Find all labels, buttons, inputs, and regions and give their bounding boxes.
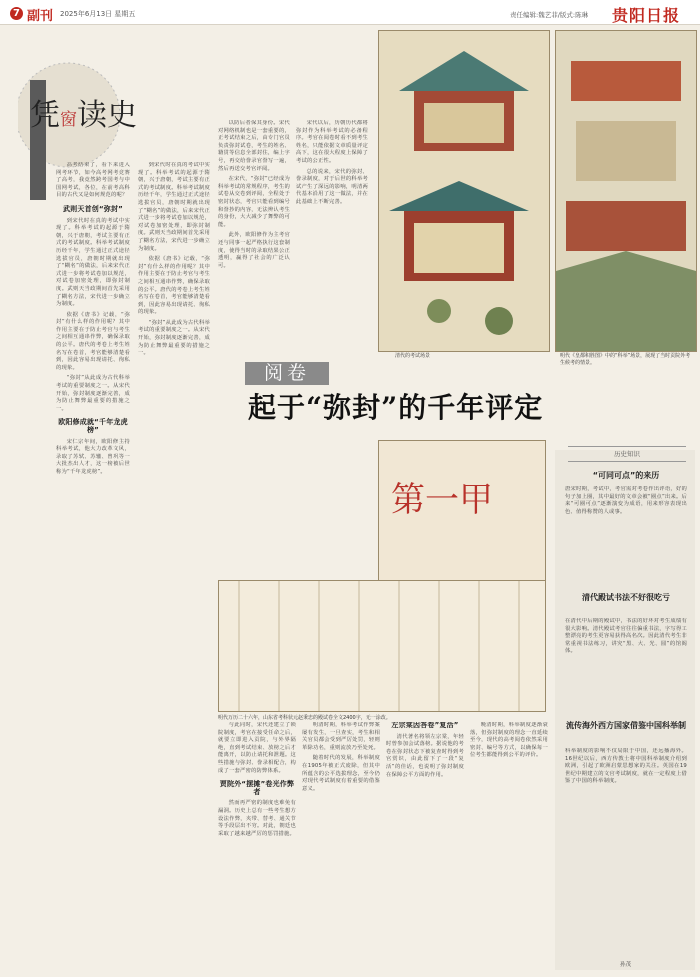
sidebar-title-2: 清代殿试书法不好很吃亏 bbox=[582, 593, 670, 602]
left2-para-3: “弥封”从此成为古代科举考试的重要制度之一。从宋代开始，弥封制度逐渐完善，成为防止舞弊最重要的措施之一。 bbox=[138, 319, 210, 357]
section-tag: 阅卷 bbox=[245, 362, 329, 385]
exam-hall-illustration bbox=[556, 31, 696, 351]
svg-text:第一甲: 第一甲 bbox=[391, 480, 493, 520]
mid-column-2 bbox=[296, 120, 368, 348]
painting-exam-hall bbox=[555, 30, 697, 352]
lower-para-5: 清代著名将领左宗棠，年轻时曾参加会试落榜。据说他的考卷在弥封状态下被复查时得到考官赏识，由此留下了一段“复活”的佳话，也说明了弥封制度在保障公平方面的作用。 bbox=[386, 733, 464, 778]
exam-paper-illustration bbox=[379, 441, 545, 581]
left-para-5: 宋仁宗年间，欧阳修主持科举考试，他大力改革文风，录取了苏轼、苏辙、曾巩等一大批杰出人才，这一榜被后世称为“千年龙虎榜”。 bbox=[56, 438, 130, 475]
lower-para-4: 随着时代的发展，科举制度在1905年被正式废除，但其中所蕴含的公平选拔理念，至今仍对现代考试制度有着重要的借鉴意义。 bbox=[302, 755, 380, 792]
page-number: 7 bbox=[10, 7, 23, 20]
left-para-1: 高考结束了，看下来进入网考环节，如今高考网考竞赛了高考，我竟然跨考国考与中国网考试，各位，在前考高科目的古代又是如何规范的呢？ bbox=[56, 162, 130, 199]
exam-scroll-image bbox=[218, 580, 546, 712]
exam-paper-image bbox=[378, 440, 546, 582]
lower-para-6: 晚清时期，科举制度逐渐衰落，但弥封制度的理念一直延续至今，现代的高考阅卷依然采用密封、编号等方式，以确保每一位考生都能得到公平的评价。 bbox=[470, 722, 548, 759]
left-para-2: 到宋代时在真的考试中实现了。科举考试的起源于隋朝，兴于唐朝，考试主要有正式的考试制度。科举考试制度历经千年，学生通过正式途径选拔官员，唐朝时期就出现了“糊名”的做法，后来宋代正式进一步将考试卷加以规范，对试卷加密处理，即弥封制度。武则天当政期间首先采用了糊名方法，宋代进一步确立为制度。 bbox=[56, 217, 130, 308]
lower-para-1: 与此同时，宋代还建立了锁院制度，考官在接受任命之后，就要立即进入贡院，与外界隔绝，直到考试结束、放榜之后才能离开，以防止请托和泄题。这些措施与弥封、誊录相配合，构成了一套严密的防弊体系。 bbox=[218, 722, 296, 774]
sidebar-heading: 历史知识 bbox=[568, 446, 686, 462]
lower-column-2 bbox=[302, 722, 380, 972]
mid2-para-2: 总的说来，宋代的弥封、誊录制度，对于后世的科举考试产生了深远的影响，明清两代基本沿用了这一做法，并在此基础上不断完善。 bbox=[296, 168, 368, 205]
painting-palace-scene bbox=[378, 30, 550, 352]
left-para-4: “弥封”从此成为古代科举考试的重要制度之一。从宋代开始，弥封制度逐渐完善，成为防止舞弊最重要的措施之一。 bbox=[56, 375, 130, 412]
mid-para-3: 此外，欧阳修作为主考官还与同事一起严格执行这套制度，使得当时的录取结果公正透明，赢得了社会的广泛认可。 bbox=[218, 232, 290, 269]
left-para-3: 依据《唐书》记载，“弥封”有什么样的作用呢？其中作用主要在于防止考官与考生之间相互通串作弊，确保录取的公平。唐代的考卷上考生姓名写在卷首，考官能够清楚看到，因此容易出现请托、徇私的现象。 bbox=[56, 311, 130, 371]
mid-column-1 bbox=[218, 120, 290, 348]
exam-scroll-illustration bbox=[219, 581, 545, 711]
left-subhead-2: 欧阳修成就“千年龙虎榜” bbox=[58, 418, 128, 434]
left-column-2 bbox=[138, 162, 210, 862]
mid2-para-1: 宋代以后，历朝历代都将弥封作为科举考试的必备程序。考官在阅卷时看不到考生姓名，只能依据文章质量评定高下，这在很大程度上保障了考试的公正性。 bbox=[296, 120, 368, 164]
sidebar-title-3: 流传海外西方国家借鉴中国科举制 bbox=[566, 721, 686, 730]
page-header bbox=[0, 0, 700, 25]
author-name: 孙茂 bbox=[620, 962, 632, 968]
lower-column-4 bbox=[470, 722, 548, 972]
issue-date: 2025年6月13日 星期五 bbox=[60, 10, 136, 18]
lower-para-2: 然而再严密的制度也难免有漏洞。历史上总有一些考生想方设法作弊，夹带、替考、通关节等手段层出不穷。对此，朝廷也采取了越来越严厉的惩罚措施。 bbox=[218, 800, 296, 837]
left2-para-2: 依据《唐书》记载，“弥封”有什么样的作用呢？其中作用主要在于防止考官与考生之间相互通串作弊，确保录取的公平。唐代的考卷上考生姓名写在卷首，考官能够清楚看到，因此容易出现请托、徇私的现象。 bbox=[138, 256, 210, 316]
editor-credits: 责任编辑:魏艺菲/版式:陈琳 bbox=[510, 11, 589, 19]
lower-para-3: 明清时期，科举考试作弊案屡有发生，一旦查实，考生和相关官员都会受到严厉处罚，轻则革除功名，重则流放乃至处死。 bbox=[302, 722, 380, 751]
column-brand bbox=[30, 90, 137, 134]
sidebar-para-1: 唐宋时期，考试中，考官需对考卷作出评语，好的句子加上圈，其中最好的文章会被“圈点”出来。后来“可圈可点”逐渐演变为成语，用来形容表现出色、值得称赞的人或事。 bbox=[565, 486, 687, 515]
brand-left: 凭 bbox=[30, 98, 60, 133]
newspaper-logo: 贵阳日报 bbox=[612, 6, 681, 25]
lower-subhead-1: 贾院外“摆摊”卷光作弊者 bbox=[219, 780, 295, 796]
left-subhead-1: 武则天首创“弥封” bbox=[62, 204, 123, 213]
caption-palace: 清代的考试场景 bbox=[395, 353, 431, 359]
lower-column-1 bbox=[218, 722, 296, 972]
section-title: 副刊 bbox=[27, 9, 54, 24]
sidebar-title-1: “可同可点”的来历 bbox=[592, 471, 660, 480]
palace-illustration bbox=[379, 31, 549, 351]
main-headline: 起于“弥封”的千年评定 bbox=[248, 391, 544, 424]
sidebar-para-2: 在清代中后期的殿试中，书法的好坏对考生成绩有很大影响。清代殿试考官往往偏重书法，字写得工整漂亮的考生更容易获得高名次。因此清代考生非常重视书法练习，讲究“黑、大、光、圆”的馆阁体。 bbox=[565, 618, 687, 655]
caption-exam-scroll: 明代万历二十六年，山东省考科状元赵秉忠的殿试卷全文2400字，无一涂改。 bbox=[218, 715, 391, 721]
left-column-1 bbox=[56, 162, 130, 962]
mid-para-2: 在宋代，“弥封”已经成为科举考试的常规程序，考生的试卷从交卷到评阅，全程处于密封状态，考官只能看到编号和誊抄的内容，无法辨认考生的身份，大大减少了舞弊的可能。 bbox=[218, 176, 290, 228]
lower-subhead-2: 左宗棠因答卷”复活” bbox=[391, 722, 459, 729]
left2-para-1: 到宋代时在真的考试中实现了。科举考试的起源于隋朝，兴于唐朝，考试主要有正式的考试制度。科举考试制度历经千年，学生通过正式途径选拔官员，唐朝时期就出现了“糊名”的做法，后来宋代正式进一步将考试卷加以规范，对试卷加密处理，即弥封制度。武则天当政期间首先采用了糊名方法，宋代进一步确立为制度。 bbox=[138, 162, 210, 252]
mid-para-1: 以防后者保其身份。宋代对网络机制也是一套重要的，正考试结束之后，由专门官员负责弥封试卷，考生的姓名、籍贯等信息全部封住，编上字号，再交给誊录官誊写一遍，然后再送交考官评阅。 bbox=[218, 120, 290, 172]
sidebar-para-3: 科举制度的影响不仅局限于中国，还远播海外。16世纪以后，西方传教士将中国科举制度介绍到欧洲，引起了欧洲启蒙思想家的关注。英国在19世纪中期建立的文官考试制度，就在一定程度上借鉴了中国的科举制度。 bbox=[565, 748, 687, 785]
brand-mid: 窗 bbox=[60, 110, 77, 130]
lower-column-3 bbox=[386, 722, 464, 972]
caption-exam-hall: 明代《皇都积胜图》中的“科举”场景，展现了当时贡院外考生候考的情景。 bbox=[560, 353, 691, 366]
brand-right: 读史 bbox=[77, 98, 137, 133]
